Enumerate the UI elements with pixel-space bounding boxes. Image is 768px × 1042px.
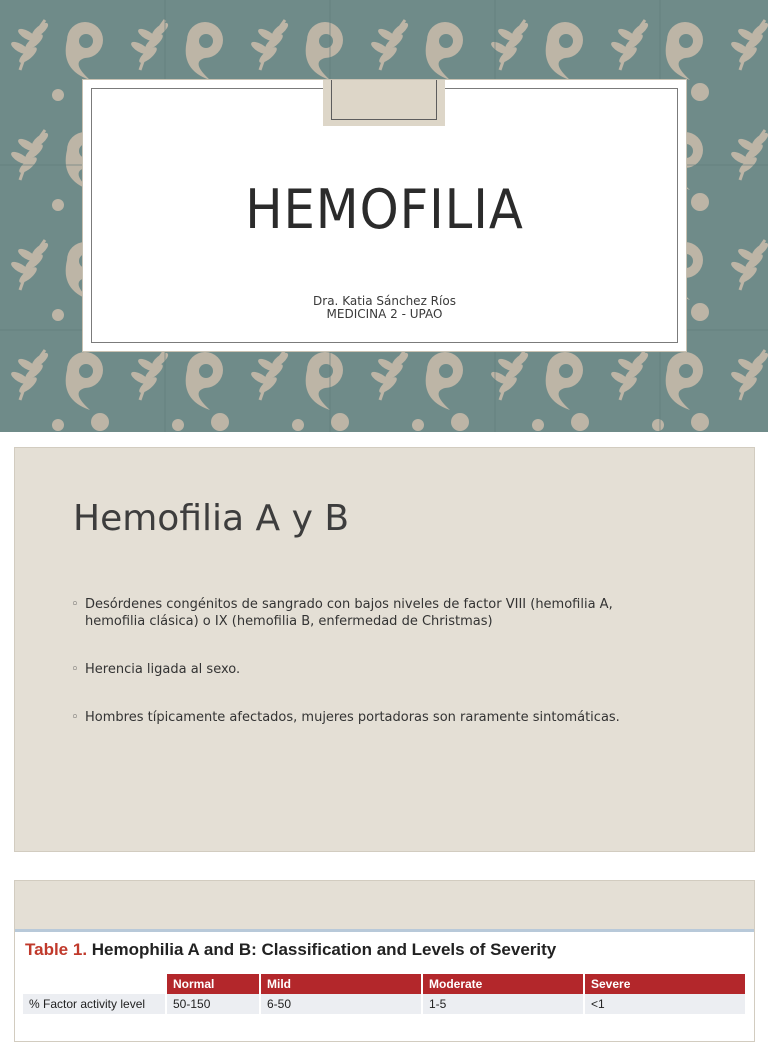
title-slide bbox=[0, 0, 768, 432]
bullet-list bbox=[71, 596, 711, 726]
table-header-cell bbox=[23, 974, 166, 994]
author-name: Dra. Katia Sánchez Ríos bbox=[313, 294, 456, 308]
table-caption bbox=[25, 940, 556, 960]
table-caption-label: Table 1. bbox=[25, 940, 88, 959]
table-caption-text: Hemophilia A and B: Classification and Levels of Severity bbox=[91, 940, 557, 959]
bullet-item: ◦ Herencia ligada al sexo. bbox=[71, 661, 711, 678]
table-cell: 1-5 bbox=[422, 994, 584, 1014]
table-cell: % Factor activity level bbox=[23, 994, 166, 1014]
table-cell: 6-50 bbox=[260, 994, 422, 1014]
course-name: MEDICINA 2 - UPAO bbox=[326, 307, 443, 321]
table-cell: <1 bbox=[584, 994, 746, 1014]
bullet-item: ◦ Desórdenes congénitos de sangrado con bajos niveles de factor VIII (hemofilia A, hemofilia clásica) o IX (hemofilia B, enfermedad de Christmas) bbox=[71, 596, 675, 630]
slide-title: HEMOFILIA bbox=[245, 178, 524, 241]
table-cell: 50-150 bbox=[166, 994, 260, 1014]
table-panel bbox=[14, 929, 755, 1042]
bullet-item: ◦ Hombres típicamente afectados, mujeres portadoras son raramente sintomáticas. bbox=[71, 709, 711, 726]
table-header-cell: Moderate bbox=[422, 974, 584, 994]
slide-heading: Hemofilia A y B bbox=[73, 498, 350, 539]
slide-subtitle bbox=[83, 295, 686, 321]
content-slide bbox=[14, 447, 755, 852]
table-header-cell: Mild bbox=[260, 974, 422, 994]
table-header-cell: Severe bbox=[584, 974, 746, 994]
table-header-cell: Normal bbox=[166, 974, 260, 994]
table-slide bbox=[14, 880, 755, 1042]
table-header-row bbox=[23, 974, 746, 994]
title-card bbox=[83, 80, 686, 351]
table-row bbox=[23, 994, 746, 1014]
title-card-tab bbox=[323, 80, 445, 126]
severity-table bbox=[23, 974, 747, 1014]
